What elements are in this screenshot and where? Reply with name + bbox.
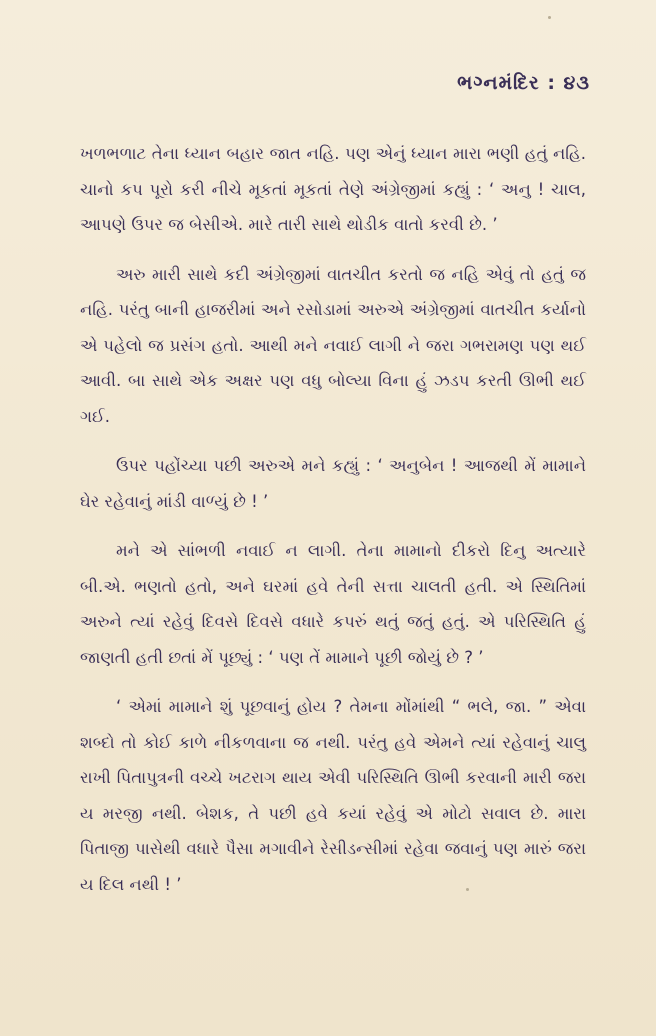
paper-speck: [548, 16, 551, 19]
paragraph: ખળભળાટ તેના ધ્યાન બહાર જાત નહિ. પણ એનું ધ્યાન મારા ભણી હતું નહિ. ચાનો કપ પૂરો કરી નીચે મૂકતાં મૂકતાં તેણે અંગ્રેજીમાં કહ્યું : ‘ અનુ ! ચાલ, આપણે ઉપર જ બેસીએ. મારે તારી સાથે થોડીક વાતો કરવી છે. ’: [80, 144, 586, 234]
paragraph: મને એ સાંભળી નવાઈ ન લાગી. તેના મામાનો દીકરો દિનુ અત્યારે બી.એ. ભણતો હતો, અને ઘરમાં હવે તેની સત્તા ચાલતી હતી. એ સ્થિતિમાં અરુને ત્યાં રહેવું દિવસે દિવસે વધારે કપરું થતું જતું હતું. એ પરિસ્થિતિ હું જાણતી હતી છતાં મેં પૂછ્યું : ‘ પણ તેં મામાને પૂછી જોયું છે ? ’: [80, 541, 586, 667]
paragraph: ઉપર પહોંચ્યા પછી અરુએ મને કહ્યું : ‘ અનુબેન ! આજથી મેં મામાને ઘેર રહેવાનું માંડી વાળ્યું છે ! ’: [80, 456, 586, 511]
page-body: [80, 136, 586, 916]
paragraph: ‘ એમાં મામાને શું પૂછવાનું હોય ? તેમના મોંમાંથી “ ભલે, જા. ” એવા શબ્દો તો કોઈ કાળે નીકળવાના જ નથી. પરંતુ હવે એમને ત્યાં રહેવાનું ચાલુ રાખી પિતાપુત્રની વચ્ચે ખટરાગ થાય એવી પરિસ્થિતિ ઊભી કરવાની મારી જરા ય મરજી નથી. બેશક, તે પછી હવે કયાં રહેવું એ મોટો સવાલ છે. મારા પિતાજી પાસેથી વધારે પૈસા મગાવીને રેસીડન્સીમાં રહેવા જવાનું પણ મારું જરા ય દિલ નથી ! ’: [80, 697, 586, 894]
paragraph: અરુ મારી સાથે કદી અંગ્રેજીમાં વાતચીત કરતો જ નહિ એવું તો હતું જ નહિ. પરંતુ બાની હાજરીમાં અને રસોડામાં અરુએ અંગ્રેજીમાં વાતચીત કર્યાનો એ પહેલો જ પ્રસંગ હતો. આથી મને નવાઈ લાગી ને જરા ગભરામણ પણ થઈ આવી. બા સાથે એક અક્ષર પણ વધુ બોલ્યા વિના હું ઝડપ કરતી ઊભી થઈ ગઈ.: [80, 264, 586, 426]
running-head: ભગ્નમંદિર : ૪૩: [457, 72, 590, 94]
